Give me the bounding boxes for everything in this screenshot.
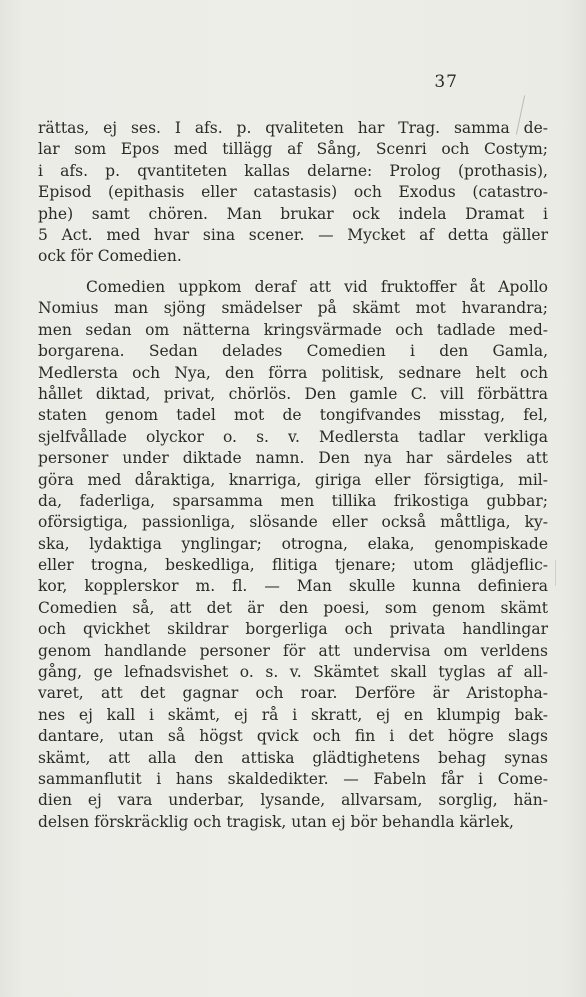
text-line: personer under diktade namn. Den nya har särdeles att	[38, 449, 548, 468]
text-line: 5 Act. med hvar sina scener. — Mycket af detta gäller	[38, 225, 548, 244]
text-line: varet, att det gagnar och roar. Derföre är Aristopha-	[38, 684, 548, 703]
text-line: delsen förskräcklig och tragisk, utan ej bör behandla kärlek,	[38, 812, 514, 831]
text-line: sammanflutit i hans skaldedikter. — Fabeln får i Come-	[38, 769, 548, 788]
text-line: ock för Comedien.	[38, 247, 182, 266]
paragraph-1	[38, 118, 548, 268]
text-line: genom handlande personer för att undervisa om verldens	[38, 641, 548, 660]
text-line: oförsigtiga, passionliga, slösande eller också måttliga, ky-	[38, 513, 548, 532]
text-line: dien ej vara underbar, lysande, allvarsam, sorglig, hän-	[38, 791, 548, 810]
text-line: Nomius man sjöng smädelser på skämt mot hvarandra;	[38, 299, 548, 318]
text-line: skämt, att alla den attiska glädtighetens behag synas	[38, 748, 548, 767]
text-line: Episod (epithasis eller catastasis) och Exodus (catastro-	[38, 183, 548, 202]
text-line: dantare, utan så högst qvick och fin i det högre slags	[38, 727, 548, 746]
text-line: hållet diktad, privat, chörlös. Den gamle C. vill förbättra	[38, 384, 548, 403]
text-line: rättas, ej ses. I afs. p. qvaliteten har Trag. samma de-	[38, 119, 548, 137]
page-number: 37	[434, 72, 458, 92]
text-line: Comedien så, att det är den poesi, som genom skämt	[38, 598, 548, 617]
text-line: Comedien uppkom deraf att vid fruktoffer åt Apollo	[86, 278, 548, 296]
text-line: sjelfvållade olyckor o. s. v. Medlersta tadlar verkliga	[38, 427, 548, 446]
text-line: och qvickhet skildrar borgerliga och privata handlingar	[38, 620, 548, 639]
page-edge-mark	[555, 560, 556, 586]
text-line: nes ej kall i skämt, ej rå i skratt, ej en klumpig bak-	[38, 705, 548, 724]
text-line: borgarena. Sedan delades Comedien i den Gamla,	[38, 342, 548, 361]
text-line: men sedan om nätterna kringsvärmade och tadlade med-	[38, 320, 548, 339]
paragraph-2	[38, 277, 548, 833]
text-line: phe) samt chören. Man brukar ock indela Dramat i	[38, 204, 548, 223]
text-line: Medlersta och Nya, den förra politisk, sednare helt och	[38, 363, 548, 382]
text-line: eller trogna, beskedliga, flitiga tjenare; utom glädjeflic-	[38, 556, 548, 575]
text-line: da, faderliga, sparsamma men tillika frikostiga gubbar;	[38, 491, 548, 510]
text-line: i afs. p. qvantiteten kallas delarne: Prolog (prothasis),	[38, 161, 548, 180]
text-line: ska, lydaktiga ynglingar; otrogna, elaka, genompiskade	[38, 534, 548, 553]
text-line: gång, ge lefnadsvishet o. s. v. Skämtet skall tyglas af all-	[38, 663, 548, 682]
text-line: staten genom tadel mot de tongifvandes misstag, fel,	[38, 406, 548, 425]
text-line: lar som Epos med tillägg af Sång, Scenri och Costym;	[38, 140, 548, 159]
text-line: göra med dåraktiga, knarriga, giriga eller försigtiga, mil-	[38, 470, 548, 489]
text-line: kor, kopplerskor m. fl. — Man skulle kunna definiera	[38, 577, 548, 596]
